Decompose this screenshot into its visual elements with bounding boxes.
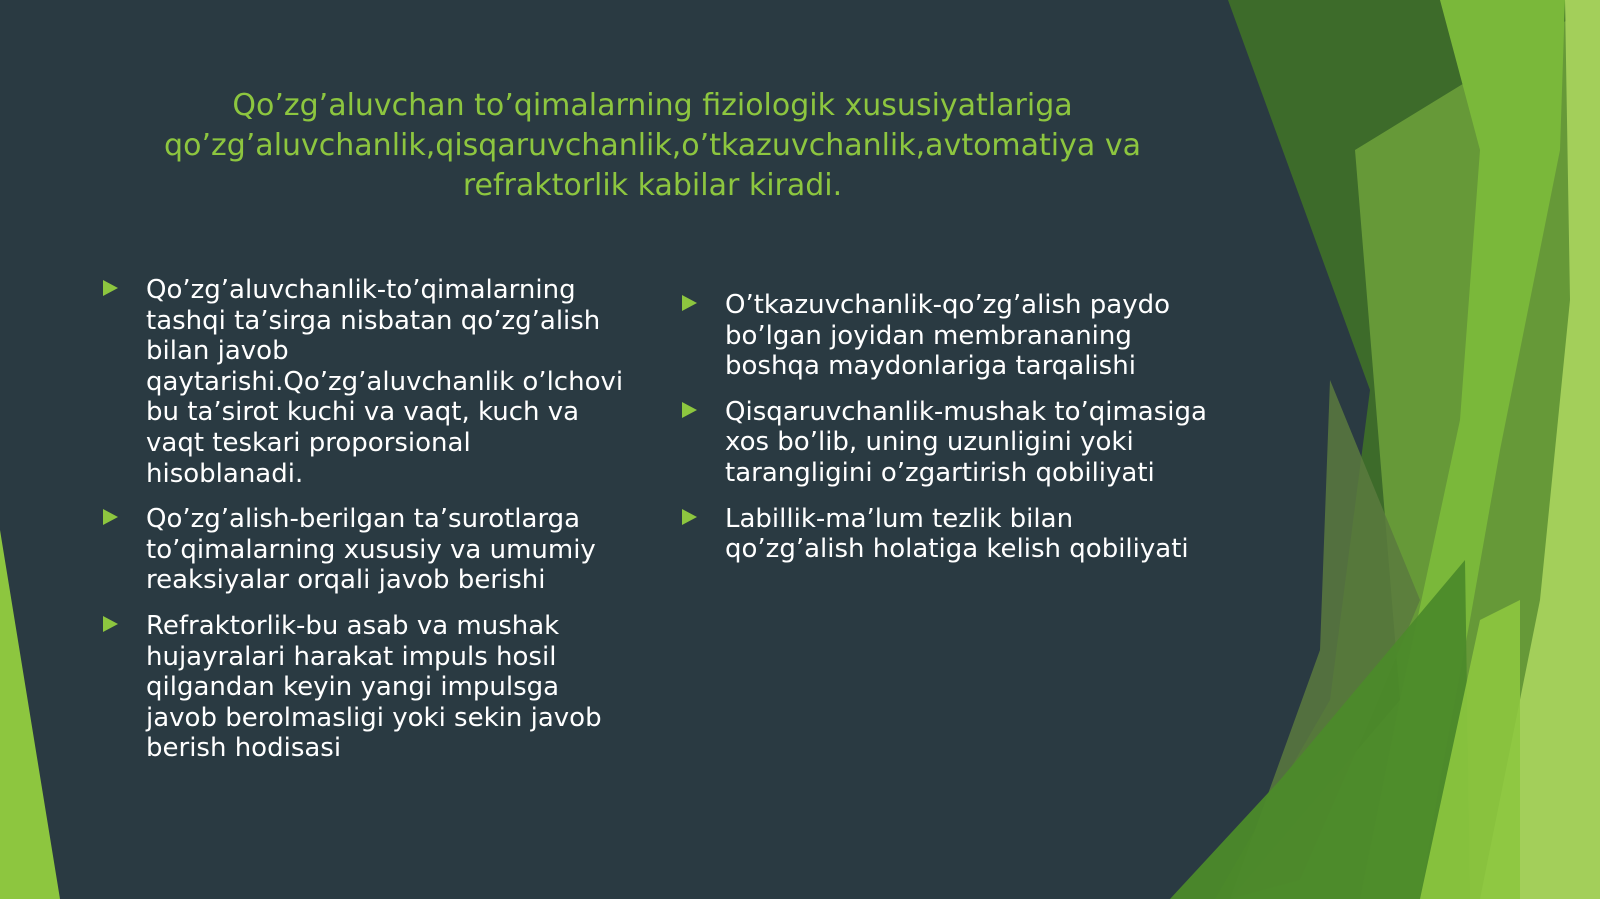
- bullet-text: Refraktorlik-bu asab va mushak hujayralari harakat impuls hosil qilgandan keyin yangi impulsga javob berolmasligi yoki sekin javob berish hodisasi: [146, 610, 602, 764]
- bullet-text: Qisqaruvchanlik-mushak to’qimasiga xos bo’lib, uning uzunligini yoki tarangligini o’zgartirish qobiliyati: [725, 396, 1207, 488]
- bullet-text: O’tkazuvchanlik-qo’zg’alish paydo bo’lgan joyidan membrananing boshqa maydonlariga tarqalishi: [725, 290, 1171, 382]
- triangle-bullet-icon: [682, 295, 697, 311]
- list-item: [100, 611, 630, 764]
- list-item: [679, 504, 1219, 565]
- triangle-bullet-icon: [682, 402, 697, 418]
- bullet-text: Qo’zg’alish-berilgan ta’surotlarga to’qimalarning xususiy va umumiy reaksiyalar orqali javob berishi: [146, 504, 596, 596]
- triangle-bullet-icon: [682, 509, 697, 525]
- list-item: [679, 397, 1219, 489]
- triangle-bullet-icon: [103, 616, 118, 632]
- bullet-text: Labillik-ma’lum tezlik bilan qo’zg’alish holatiga kelish qobiliyati: [725, 503, 1189, 565]
- bullet-text: Qo’zg’aluvchanlik-to’qimalarning tashqi ta’sirga nisbatan qo’zg’alish bilan javob qaytarishi.Qo’zg’aluvchanlik o’lchovi bu ta’sirot kuchi va vaqt, kuch va vaqt teskari proporsional hisoblanadi.: [146, 275, 624, 489]
- triangle-bullet-icon: [103, 280, 118, 296]
- right-bullet-list: [679, 290, 1219, 580]
- left-bullet-list: [100, 275, 630, 779]
- triangle-bullet-icon: [103, 509, 118, 525]
- list-item: [679, 290, 1219, 382]
- list-item: [100, 275, 630, 489]
- slide-title: Qo’zg’aluvchan to’qimalarning fiziologik xususiyatlariga qo’zg’aluvchanlik,qisqaruvchanlik,o’tkazuvchanlik,avtomatiya va refraktorlik kabilar kiradi.: [164, 88, 1141, 203]
- left-green-shape: [0, 530, 60, 899]
- list-item: [100, 504, 630, 596]
